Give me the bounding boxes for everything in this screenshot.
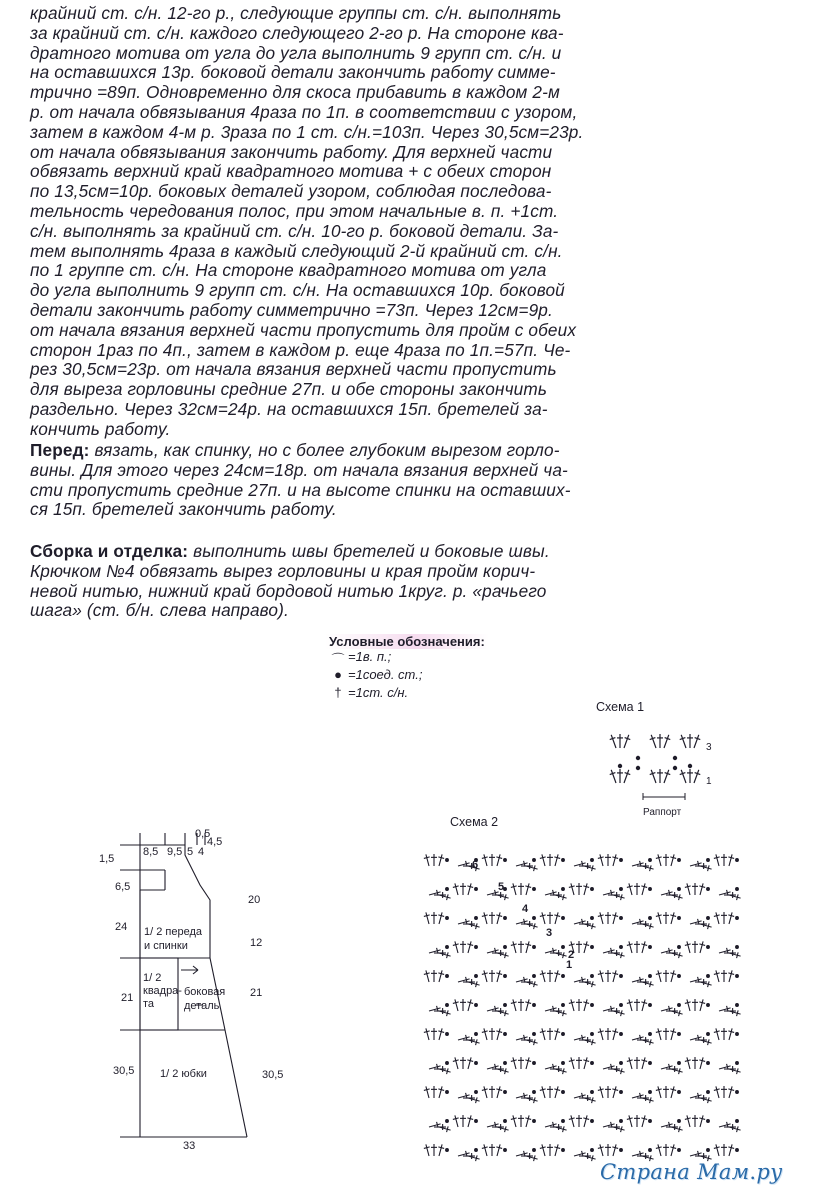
text-line: для выреза горловины средние 27п. и обе стороны закончить <box>30 379 548 400</box>
pattern-left-dim: 6,5 <box>115 881 131 893</box>
pattern-bottom-dim: 33 <box>183 1140 196 1152</box>
pattern-right-dim: 20 <box>248 894 261 906</box>
pattern-right-dim: 21 <box>250 987 263 999</box>
text-line: шага» (ст. б/н. слева направо). <box>30 600 289 621</box>
text-line: раздельно. Через 32см=24р. на оставшихся 15п. бретелей за- <box>30 398 548 419</box>
chain-stitch-icon: ⌒ <box>331 652 345 667</box>
legend-item-double-crochet <box>325 685 565 703</box>
text-line: обвязать верхний край квадратного мотива + с обеих сторон <box>30 161 552 182</box>
scheme2-round-number: 2 <box>568 949 575 961</box>
pattern-top-dim: 9,5 <box>167 846 183 858</box>
scheme2-round-number: 6 <box>472 859 479 871</box>
scheme2-round-number: 3 <box>546 927 553 939</box>
text-line: кончить работу. <box>30 418 171 439</box>
scheme1-repeat-label: Раппорт <box>643 807 682 818</box>
scheme2-round-number: 5 <box>498 881 505 893</box>
text-line: вины. Для этого через 24см=18р. от начала вязания верхней ча- <box>30 459 568 480</box>
legend-title: Условные обозначения: <box>325 634 489 649</box>
instructions-front-paragraph <box>30 441 805 520</box>
text-line: сти пропустить средние 27п. и на высоте спинки на оставших- <box>30 479 571 500</box>
text-line: затем в каждом 4-м р. 3раза по 1 ст. с/н.=103п. Через 30,5см=23р. <box>30 121 584 142</box>
text-line: за крайний ст. с/н. каждого следующего 2-го р. На стороне ква- <box>30 22 564 43</box>
text-line: рез 30,5см=23р. от начала вязания верхней части пропустить <box>30 359 557 380</box>
text-line: р. от начала обвязывания 4раза по 1п. в соответствии с узором, <box>30 101 578 122</box>
scheme2-title: Схема 2 <box>450 815 499 829</box>
pattern-schematic <box>95 825 395 1155</box>
pattern-right-dim: 12 <box>250 937 263 949</box>
square-label: та <box>143 998 155 1010</box>
legend <box>325 634 565 703</box>
assembly-heading: Сборка и отделка: <box>30 541 189 561</box>
scheme1-row-number: 1 <box>706 776 712 787</box>
scheme2-diagram <box>420 840 750 1170</box>
instructions-back-paragraph <box>30 4 805 440</box>
pattern-left-dim: 30,5 <box>113 1065 135 1077</box>
text-line: крайний ст. с/н. 12-го р., следующие группы ст. с/н. выполнять <box>30 3 562 23</box>
skirt-label: 1/ 2 юбки <box>160 1068 207 1080</box>
legend-item-chain <box>325 649 565 667</box>
text-line: по 1 группе ст. с/н. На стороне квадратного мотива от угла <box>30 260 547 281</box>
side-label: деталь <box>184 1000 220 1012</box>
site-watermark-logo: Страна Мам.ру <box>600 1160 783 1184</box>
text-line: невой нитью, нижний край бордовой нитью 1круг. р. «рачьего <box>30 580 547 601</box>
pattern-right-dim: 30,5 <box>262 1069 284 1081</box>
pattern-top-dim: 4,5 <box>207 836 223 848</box>
text-line: тельность чередования полос, при этом начальные в. п. +1ст. <box>30 200 559 221</box>
legend-text: =1ст. с/н. <box>348 685 409 700</box>
front-back-label: и спинки <box>144 940 188 952</box>
square-label: квадра- <box>143 985 182 997</box>
text-line: вязать, как спинку, но с более глубоким вырезом горло- <box>89 440 560 460</box>
instructions-assembly-paragraph <box>30 542 805 621</box>
text-line: детали закончить работу симметрично =73п. Через 12см=9р. <box>30 299 553 320</box>
pattern-top-dim: 4 <box>198 846 205 858</box>
text-line: до угла выполнить 9 групп ст. с/н. На оставшихся 10р. боковой <box>30 280 565 301</box>
text-line: Крючком №4 обвязать вырез горловины и края пройм корич- <box>30 560 536 581</box>
text-line: трично =89п. Одновременно для скоса прибавить в каждом 2-м <box>30 82 560 103</box>
text-line: сторон 1раз по 4п., затем в каждом р. еще 4раза по 1п.=57п. Че- <box>30 339 571 360</box>
pattern-top-dim: 8,5 <box>143 846 159 858</box>
front-back-label: 1/ 2 переда <box>144 926 203 938</box>
pattern-top-dim: 5 <box>187 846 194 858</box>
slip-stitch-icon: ● <box>334 667 342 682</box>
scheme2-round-number: 4 <box>522 903 529 915</box>
side-label: боковая <box>184 986 226 998</box>
text-line: от начала обвязывания закончить работу. Для верхней части <box>30 141 553 162</box>
pattern-left-dim: 24 <box>115 921 128 933</box>
text-line: с/н. выполнять за крайний ст. с/н. 10-го р. боковой детали. За- <box>30 220 559 241</box>
pattern-left-dim: 21 <box>121 992 134 1004</box>
pattern-top-dim: 0,5 <box>195 828 211 840</box>
text-line: дратного мотива от угла до угла выполнить 9 групп ст. с/н. и <box>30 42 562 63</box>
pattern-left-dim: 1,5 <box>99 853 115 865</box>
text-line: выполнить швы бретелей и боковые швы. <box>188 541 550 561</box>
legend-text: =1в. п.; <box>348 649 392 664</box>
scheme1-diagram <box>610 728 720 818</box>
scheme1-row-number: 3 <box>706 742 712 753</box>
square-label: 1/ 2 <box>143 972 162 984</box>
legend-text: =1соед. ст.; <box>348 667 423 682</box>
front-heading: Перед: <box>30 440 90 460</box>
text-line: от начала вязания верхней части пропустить для пройм с обеих <box>30 319 577 340</box>
legend-item-slip <box>325 667 565 685</box>
double-crochet-icon: † <box>334 685 342 700</box>
scheme2-round-number: 1 <box>566 959 573 971</box>
scheme1-title: Схема 1 <box>596 700 645 714</box>
text-line: тем выполнять 4раза в каждый следующий 2-й крайний ст. с/н. <box>30 240 563 261</box>
text-line: ся 15п. бретелей закончить работу. <box>30 499 337 520</box>
text-line: на оставшихся 13р. боковой детали закончить работу симме- <box>30 62 556 83</box>
text-line: по 13,5см=10р. боковых деталей узором, соблюдая последова- <box>30 181 552 202</box>
